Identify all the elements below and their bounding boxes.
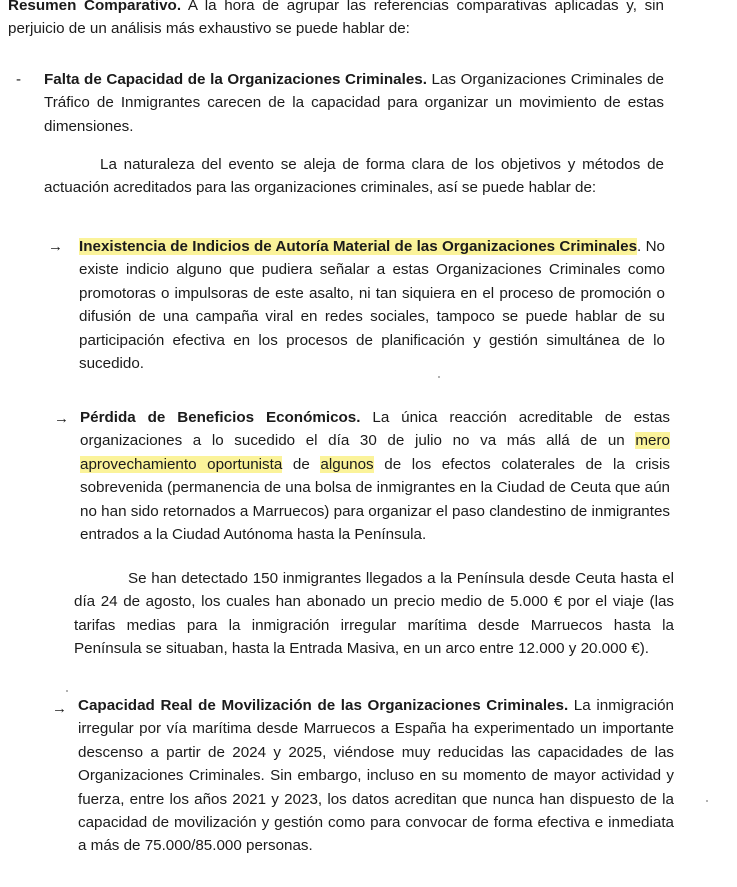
item1-paragraph — [79, 235, 665, 375]
item1-period: . — [637, 238, 642, 255]
section1-paragraph — [44, 68, 664, 138]
scan-speck — [66, 690, 68, 692]
arrow-bullet-3: → — [52, 700, 67, 717]
item2-text-1: La única reacción acreditable de estas organizaciones a lo sucedido el día 30 de julio no va más allá de un — [80, 409, 670, 450]
section1-heading: Falta de Capacidad de la Organizaciones Criminales. — [44, 71, 427, 88]
item3-paragraph — [78, 694, 674, 858]
item2-paragraph — [80, 406, 670, 546]
arrow-bullet-2: → — [54, 410, 69, 427]
item3-heading: Capacidad Real de Movilización de las Organizaciones Criminales. — [78, 697, 569, 714]
item2-highlight-1: mero aprovechamiento oportunista — [80, 432, 670, 473]
item2-heading: Pérdida de Beneficios Económicos. — [80, 409, 361, 426]
intro-text: A la hora de agrupar las referencias comparativas aplicadas y, sin perjuicio de un análisis más exhaustivo se puede hablar de: — [8, 0, 664, 38]
item2-highlight-2: algunos — [320, 455, 374, 473]
item2-text-3: de los efectos colaterales de la crisis sobrevenida (permanencia de una bolsa de inmigrantes en la Ciudad de Ceuta que aún no han sido retornados a Marruecos) para organizar el paso clandestino de inmigrantes entrados a la Ciudad Autónoma hasta la Península. — [80, 455, 670, 544]
item3-text: La inmigración irregular por vía marítima desde Marruecos a España ha experimentado un importante descenso a partir de 2024 y 2025, viéndose muy reducidas las capacidades de las Organizaciones Criminales. Sin embargo, incluso en su momento de mayor actividad y fuerza, entre los años 2021 y 2023, los datos acreditan que nunca han dispuesto de la capacidad de movilización y gestión como para convocar de forma efectiva e inmediata a más de 75.000/85.000 personas. — [78, 697, 674, 855]
item2-text-2: de — [282, 455, 321, 473]
item1-text: No existe indicio alguno que pudiera señalar a estas Organizaciones Criminales como promotoras o impulsoras de este asalto, ni tan siquiera en el proceso de promoción o difusión de una campaña viral en redes sociales, tampoco se puede hablar de su participación efectiva en los procesos de planificación y gestión simultánea de lo sucedido. — [79, 238, 665, 373]
scan-speck — [706, 800, 708, 802]
detected-paragraph: Se han detectado 150 inmigrantes llegados a la Península desde Ceuta hasta el día 24 de agosto, los cuales han abonado un precio medio de 5.000 € por el viaje (las tarifas medias para la inmigración irregular marítima desde Marruecos hasta la Península se situaban, hasta la Entrada Masiva, en un arco entre 12.000 y 20.000 €). — [74, 570, 674, 658]
item1-heading-highlight: Inexistencia de Indicios de Autoría Material de las Organizaciones Criminales — [79, 238, 638, 255]
section1-text: Las Organizaciones Criminales de Tráfico de Inmigrantes carecen de la capacidad para organizar un movimiento de estas dimensiones. — [44, 71, 664, 135]
scan-speck — [438, 376, 440, 378]
arrow-bullet-1: → — [48, 238, 63, 255]
intro-heading: Resumen Comparativo. — [8, 0, 182, 14]
dash-bullet: - — [16, 71, 22, 88]
nature-paragraph: La naturaleza del evento se aleja de forma clara de los objetivos y métodos de actuación acreditados para las organizaciones criminales, así se puede hablar de: — [44, 156, 664, 197]
intro-paragraph — [8, 0, 664, 41]
